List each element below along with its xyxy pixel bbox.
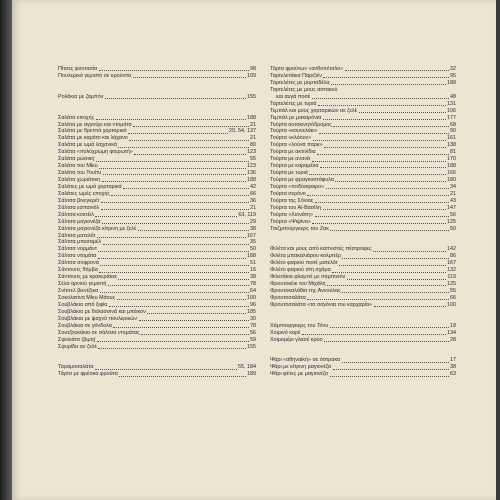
dot-leader (323, 209, 446, 210)
dot-leader (96, 119, 246, 120)
entry-title: Χοιρομέρι γλασέ κρύο (270, 336, 323, 343)
index-entry (270, 73, 456, 80)
entry-title: Ταρτελέτες με μορταδέλα (270, 79, 330, 86)
index-entry (58, 205, 256, 212)
entry-pages: 125 (447, 281, 456, 288)
entry-title: Φρουτοσαλάτα «τα σαγόνια του καρχαρία» (270, 301, 373, 308)
index-entry (58, 212, 256, 219)
dot-leader (330, 230, 448, 231)
entry-pages: 30 (250, 315, 256, 322)
entry-title: Ρολάκια με ζαμπόν (58, 93, 104, 100)
book-spine (0, 0, 12, 500)
entry-pages: 90 (450, 128, 456, 135)
dot-leader (359, 112, 446, 113)
entry-pages: 185 (247, 308, 256, 315)
entry-pages: 63, 119 (238, 211, 256, 218)
entry-pages: 68 (450, 121, 456, 128)
entry-title: Σφυρίδα αν ζελέ (58, 343, 97, 350)
dot-leader (141, 334, 248, 335)
entry-pages: 21 (250, 204, 256, 211)
entry-pages: 131 (447, 100, 456, 107)
entry-pages: 17 (450, 357, 456, 364)
dot-leader (119, 376, 245, 377)
index-entry (270, 371, 456, 378)
entry-pages: 63 (450, 371, 456, 378)
dot-leader (109, 306, 249, 307)
entry-title: Τούρτα με τυριά (270, 170, 308, 177)
entry-title: Σαλάτα με ωμά λαχανικά (58, 142, 117, 149)
entry-title: Τούρτα «λούνα παρκ» (270, 142, 323, 149)
entry-pages: 29 (250, 218, 256, 225)
dot-leader (374, 306, 446, 307)
entry-title: Σάλτσα μαγιονέζα κίτρινη με ζελέ (58, 225, 137, 232)
index-entry (58, 177, 256, 184)
dot-leader (323, 77, 448, 78)
index-entry (58, 226, 256, 233)
entry-pages: 86 (450, 253, 456, 260)
entry-pages: 155 (247, 93, 256, 100)
entry-pages: 109 (247, 72, 256, 79)
index-entry (270, 219, 456, 226)
entry-pages: 36 (250, 197, 256, 204)
entry-pages: 125 (447, 218, 456, 225)
entry-title: Χάμπουργκερς του Τόνυ (270, 322, 329, 329)
entry-pages: 66 (250, 190, 256, 197)
entry-title: Σάντουιτς θόμβα (58, 267, 98, 274)
entry-title: Σάλτσα μαγιονέζα (58, 218, 101, 225)
index-entry (270, 337, 456, 344)
entry-pages: 80 (250, 142, 256, 149)
entry-title: Ταραμοσαλάτα (58, 364, 94, 371)
entry-title: Φιλέτα και μους από καπνιστές πέστροφες (270, 246, 372, 253)
entry-title: Φρουτοσαλάτα (270, 294, 306, 301)
entry-title: Τούρτα με φραγκοστάφυλα (270, 177, 334, 183)
dot-leader (333, 126, 448, 127)
entry-title: Σαλάτες ωμές εποχής (58, 190, 110, 197)
entry-pages: 34 (450, 183, 456, 190)
entry-pages: 188 (247, 114, 256, 121)
entry-title: Σάντουιτς με κρακεράκια (58, 274, 117, 281)
dot-leader (324, 341, 449, 342)
entry-pages: 138 (447, 142, 456, 149)
entry-title: Τούρτα «κλόουν» (270, 135, 312, 142)
entry-title: Σαλάτα του Τουίτυ (58, 170, 102, 177)
entry-pages: 55 (450, 288, 456, 295)
index-entry (270, 135, 456, 142)
index-entry (58, 184, 256, 191)
entry-pages: 188 (247, 177, 256, 184)
entry-pages: 48 (450, 93, 456, 100)
entry-title: Τεμπάλ με μακαρόνια (270, 114, 322, 121)
entry-pages: 119 (447, 274, 456, 281)
dot-leader (317, 154, 448, 155)
entry-title: Σουτζουκάκια σε σάλτσα ντομάτας (58, 329, 140, 336)
index-entry (270, 115, 456, 122)
entry-title: Φιλετάκια φλαμπέ με σαμπινιόν (270, 274, 346, 281)
dot-leader (98, 251, 248, 252)
dot-leader (315, 216, 449, 217)
entry-title: Σάλτσα μπεσαμέλ (58, 239, 102, 246)
index-page (12, 0, 496, 500)
dot-leader (102, 223, 249, 224)
entry-title: Σνίτσελ βιενέζικα (58, 288, 99, 295)
entry-title: Τούρτα του Αϊ-Βασίλη (270, 204, 322, 211)
dot-leader (95, 216, 237, 217)
dot-leader (97, 237, 245, 238)
index-entry (270, 226, 456, 233)
dot-leader (133, 126, 248, 127)
entry-title: Τάρτα φρούτων «ανθοπέταλο» (270, 65, 344, 72)
index-entry (270, 302, 456, 309)
entry-title: Σαλάτες με ωμά χορταρικά (58, 183, 122, 190)
dot-leader (103, 244, 249, 245)
index-entry (270, 205, 456, 212)
entry-pages: 166 (447, 170, 456, 177)
entry-pages: 38 (250, 274, 256, 281)
index-entry (270, 142, 456, 149)
dot-leader (302, 334, 446, 335)
entry-pages: 188 (447, 79, 456, 86)
dot-leader (318, 105, 445, 106)
entry-title: Τάρτα με φρέσκα φρούτα (58, 371, 118, 378)
entry-pages: 123 (247, 163, 256, 170)
entry-title: Σαλάτα του Μίκυ (58, 163, 98, 170)
entry-pages: 189 (247, 371, 256, 378)
dot-leader (98, 258, 246, 259)
entry-pages: 147 (447, 204, 456, 211)
entry-title: Σάλτσα σοφρονά (58, 260, 99, 267)
entry-title: Φιλέτο φαριού ποσέ ματελότ (270, 260, 338, 267)
dot-leader (373, 251, 445, 252)
index-entry (58, 316, 256, 323)
dot-leader (101, 209, 249, 210)
entry-pages: 134 (447, 329, 456, 336)
entry-title: Σάλτσα ματελότ (58, 232, 96, 239)
entry-pages: 28 (450, 336, 456, 343)
dot-leader (335, 181, 445, 182)
dot-leader (108, 285, 249, 286)
index-entry (58, 302, 256, 309)
index-entry (58, 371, 256, 378)
entry-pages: 56 (250, 329, 256, 336)
dot-leader (342, 258, 448, 259)
entry-pages: 43 (450, 197, 456, 204)
index-entry (270, 80, 456, 87)
entry-title: Τούρτα «κουνελάκι» (270, 128, 318, 135)
dot-leader (312, 98, 449, 99)
dot-leader (133, 77, 246, 78)
index-entry (58, 295, 256, 302)
entry-pages: 167 (447, 260, 456, 267)
entry-pages: 16 (250, 267, 256, 274)
dot-leader (111, 195, 248, 196)
index-entry (270, 191, 456, 198)
index-entry (58, 344, 256, 351)
dot-leader (134, 154, 245, 155)
entry-title: Χοιρινό καρέ (270, 329, 301, 336)
dot-leader (315, 202, 449, 203)
entry-pages: 78 (250, 322, 256, 329)
entry-pages: 180 (447, 177, 456, 183)
entry-pages: 38 (450, 364, 456, 371)
index-entry (58, 281, 256, 288)
dot-leader (147, 313, 245, 314)
entry-title: Σάλτσα κοκτέιλ (58, 211, 94, 218)
dot-leader (347, 279, 446, 280)
entry-pages: 132 (447, 267, 456, 274)
dot-leader (99, 272, 248, 273)
dot-leader (319, 133, 448, 134)
entry-pages: 21 (450, 190, 456, 197)
index-entry (270, 281, 456, 288)
entry-pages: 64 (250, 288, 256, 295)
dot-leader (98, 348, 245, 349)
entry-pages: 142 (447, 246, 456, 253)
entry-pages: 100 (447, 301, 456, 308)
dot-leader (332, 272, 445, 273)
entry-pages: 21 (250, 135, 256, 142)
entry-title: Τούρτα «ποδόσφαιρο» (270, 183, 325, 190)
entry-pages: 50 (250, 246, 256, 253)
index-entry (58, 309, 256, 316)
dot-leader (313, 140, 446, 141)
dot-leader (118, 147, 248, 148)
index-column-left (58, 66, 256, 378)
dot-leader (100, 292, 249, 293)
entry-pages: 51 (250, 260, 256, 267)
entry-title: Σάλτσα βινεγκρέτ (58, 197, 100, 204)
dot-leader (138, 230, 249, 231)
index-entry (58, 330, 256, 337)
dot-leader (101, 202, 248, 203)
index-entry (270, 108, 456, 115)
dot-leader (307, 299, 448, 300)
index-entry (270, 198, 456, 205)
entry-title: Σουβλάκια με θαλασσινά και μπέικον (58, 308, 146, 315)
entry-title: Πίτσες φαντασία (58, 65, 98, 72)
dot-leader (100, 265, 248, 266)
entry-title: Τούρτα με ανανά (270, 156, 311, 163)
dot-leader (342, 292, 448, 293)
index-entry (58, 288, 256, 295)
entry-line (270, 94, 456, 101)
index-entry (270, 288, 456, 295)
dot-leader (105, 98, 246, 99)
entry-title: Σάλτσα ντομάτα (58, 253, 97, 260)
index-entry (58, 323, 256, 330)
index-entry (270, 330, 456, 337)
dot-leader (333, 369, 449, 370)
dot-leader (327, 285, 445, 286)
entry-title: Φιλέτο φαριού στη σχάρα (270, 267, 331, 274)
index-entry (58, 337, 256, 344)
index-entry (270, 177, 456, 184)
dot-leader (326, 188, 449, 189)
dot-leader (129, 140, 248, 141)
dot-leader (307, 195, 448, 196)
dot-leader (117, 299, 246, 300)
entry-title: Σάλτσα νορμάντ (58, 246, 97, 253)
entry-title-continued: και αυγά ποσέ (276, 93, 311, 100)
index-entry (58, 170, 256, 177)
index-entry (58, 66, 256, 73)
entry-pages: 55 (250, 156, 256, 163)
entry-pages: 161 (447, 135, 456, 142)
dot-leader (97, 341, 249, 342)
dot-leader (123, 188, 248, 189)
entry-pages: 106 (447, 107, 456, 114)
dot-leader (99, 70, 249, 71)
entry-title: Ψάρι με κίτρινη μαγιονέζα (270, 364, 332, 371)
dot-leader (99, 168, 245, 169)
entry-title: Πουλερικό γεμιστό σε κρούστα (58, 72, 132, 79)
entry-title: Σφολιάτα (βιμη) (58, 336, 96, 343)
dot-leader (139, 320, 249, 321)
entry-pages: 55, 184 (238, 364, 256, 371)
dot-leader (113, 327, 248, 328)
entry-title: Τούρτα «Χιονάτη» (270, 211, 314, 218)
entry-title: Τούρτα της Σόνιας (270, 197, 314, 204)
entry-pages: 56 (450, 211, 456, 218)
entry-pages: 18 (450, 322, 456, 329)
dot-leader (323, 119, 446, 120)
entry-title: Σαλάτα ρώσικη (58, 156, 95, 163)
dot-leader (312, 161, 446, 162)
entry-title: Ταρτελέτες με μους αστακού (270, 86, 338, 93)
dot-leader (102, 181, 246, 182)
entry-pages: 155 (247, 343, 256, 350)
dot-leader (345, 70, 449, 71)
entry-pages: 177 (447, 114, 456, 121)
entry-pages: 100 (247, 294, 256, 301)
entry-pages: 35 (250, 239, 256, 246)
index-entry (58, 191, 256, 198)
entry-pages: 20, 54, 137 (229, 128, 256, 135)
index-entry (270, 87, 456, 101)
entry-title: Τσιζμπούργκερς του Ζακ (270, 225, 329, 232)
dot-leader (312, 223, 445, 224)
dot-leader (128, 133, 227, 134)
index-entry (270, 101, 456, 108)
index-entry (270, 184, 456, 191)
dot-leader (331, 84, 446, 85)
entry-pages: 66 (450, 294, 456, 301)
entry-pages: 32 (450, 65, 456, 72)
dot-leader (95, 369, 237, 370)
entry-title: Τούρτα «Ψιψίνα» (270, 218, 311, 225)
entry-title: Σαλάτα με αγγούρι και ντομάτα (58, 121, 132, 128)
index-entry (270, 323, 456, 330)
entry-title: Τούρτα σερόνο (270, 190, 306, 197)
index-entry (58, 115, 256, 122)
entry-title: Σέλα αρνιού γεμιστή (58, 281, 107, 288)
entry-pages: 188 (447, 163, 456, 170)
dot-leader (330, 327, 449, 328)
dot-leader (118, 279, 248, 280)
entry-pages: 38 (250, 225, 256, 232)
entry-pages: 98 (250, 65, 256, 72)
entry-pages: 136 (247, 170, 256, 177)
entry-title: Σοκολατίνα Μίκυ Μάους (58, 294, 116, 301)
entry-title: Σαλάτα με θρεπτά χορταρικά (58, 128, 127, 135)
entry-title: Φιλέτα μπακαλιάρου κολμπέρ (270, 253, 341, 260)
entry-pages: 21 (250, 121, 256, 128)
entry-pages: 96 (250, 301, 256, 308)
entry-title: Σαλάτα εποχής (58, 114, 95, 121)
index-entry (270, 212, 456, 219)
dot-leader (324, 147, 445, 148)
entry-pages: 123 (247, 149, 256, 156)
dot-leader (342, 362, 449, 363)
entry-title: Ψάρι φέτες με μαγιονέζα (270, 371, 329, 378)
index-entry (270, 170, 456, 177)
entry-title: Τούρτα με ακτινίδια (270, 149, 316, 156)
entry-pages: 42 (250, 183, 256, 190)
entry-title: Τούρτα αυτοκινητόδρομος (270, 121, 332, 128)
entry-pages: 59 (250, 336, 256, 343)
dot-leader (330, 376, 449, 377)
entry-title: Σαλάτα «πολύχρωμη φτερωτή» (58, 149, 133, 156)
entry-pages: 81 (450, 149, 456, 156)
index-entry (58, 219, 256, 226)
entry-pages: 167 (247, 232, 256, 239)
entry-title: Ταρτελέτες με τυριά (270, 100, 317, 107)
entry-title: Σαλάτα χωριάτικη (58, 177, 101, 184)
dot-leader (103, 174, 246, 175)
index-entry (58, 73, 256, 80)
dot-leader (309, 174, 445, 175)
entry-title: Σουβλάκια σε γόνδολα (58, 322, 112, 329)
entry-title: Φρουτοκέικ του Μιχάλη (270, 281, 326, 288)
entry-title: Σάλτσα εσπανιόλ (58, 204, 100, 211)
index-entry (58, 198, 256, 205)
entry-title: Φρουτοκαλάθια της Αννούλας (270, 288, 341, 295)
dot-leader (320, 167, 446, 168)
entry-pages: 170 (447, 156, 456, 163)
entry-title: Σουβλάκια από ξιφία (58, 301, 108, 308)
entry-pages: 50 (450, 225, 456, 232)
entry-title: Τούρτα με καραμέλα (270, 163, 319, 170)
entry-pages: 188 (247, 253, 256, 260)
index-entry (270, 66, 456, 73)
entry-pages: 95 (450, 72, 456, 79)
index-entry (270, 295, 456, 302)
dot-leader (96, 161, 249, 162)
entry-title: Ψάρι «αθηναϊκή» σε όστρακα (270, 357, 341, 364)
index-column-right (270, 66, 456, 378)
entry-title: Σαλάτα με καρότο και λάχανο (58, 135, 128, 142)
entry-title: Ταρτελετάκια Παριζιέν (270, 72, 322, 79)
entry-title: Σουβλάκια με ψαχνό πουλερικών (58, 315, 138, 322)
dot-leader (339, 265, 445, 266)
entry-title: Τεμπάλ και μους χορταρικών σε ζελέ (270, 107, 357, 114)
entry-pages: 78 (250, 281, 256, 288)
index-entry (58, 94, 256, 101)
